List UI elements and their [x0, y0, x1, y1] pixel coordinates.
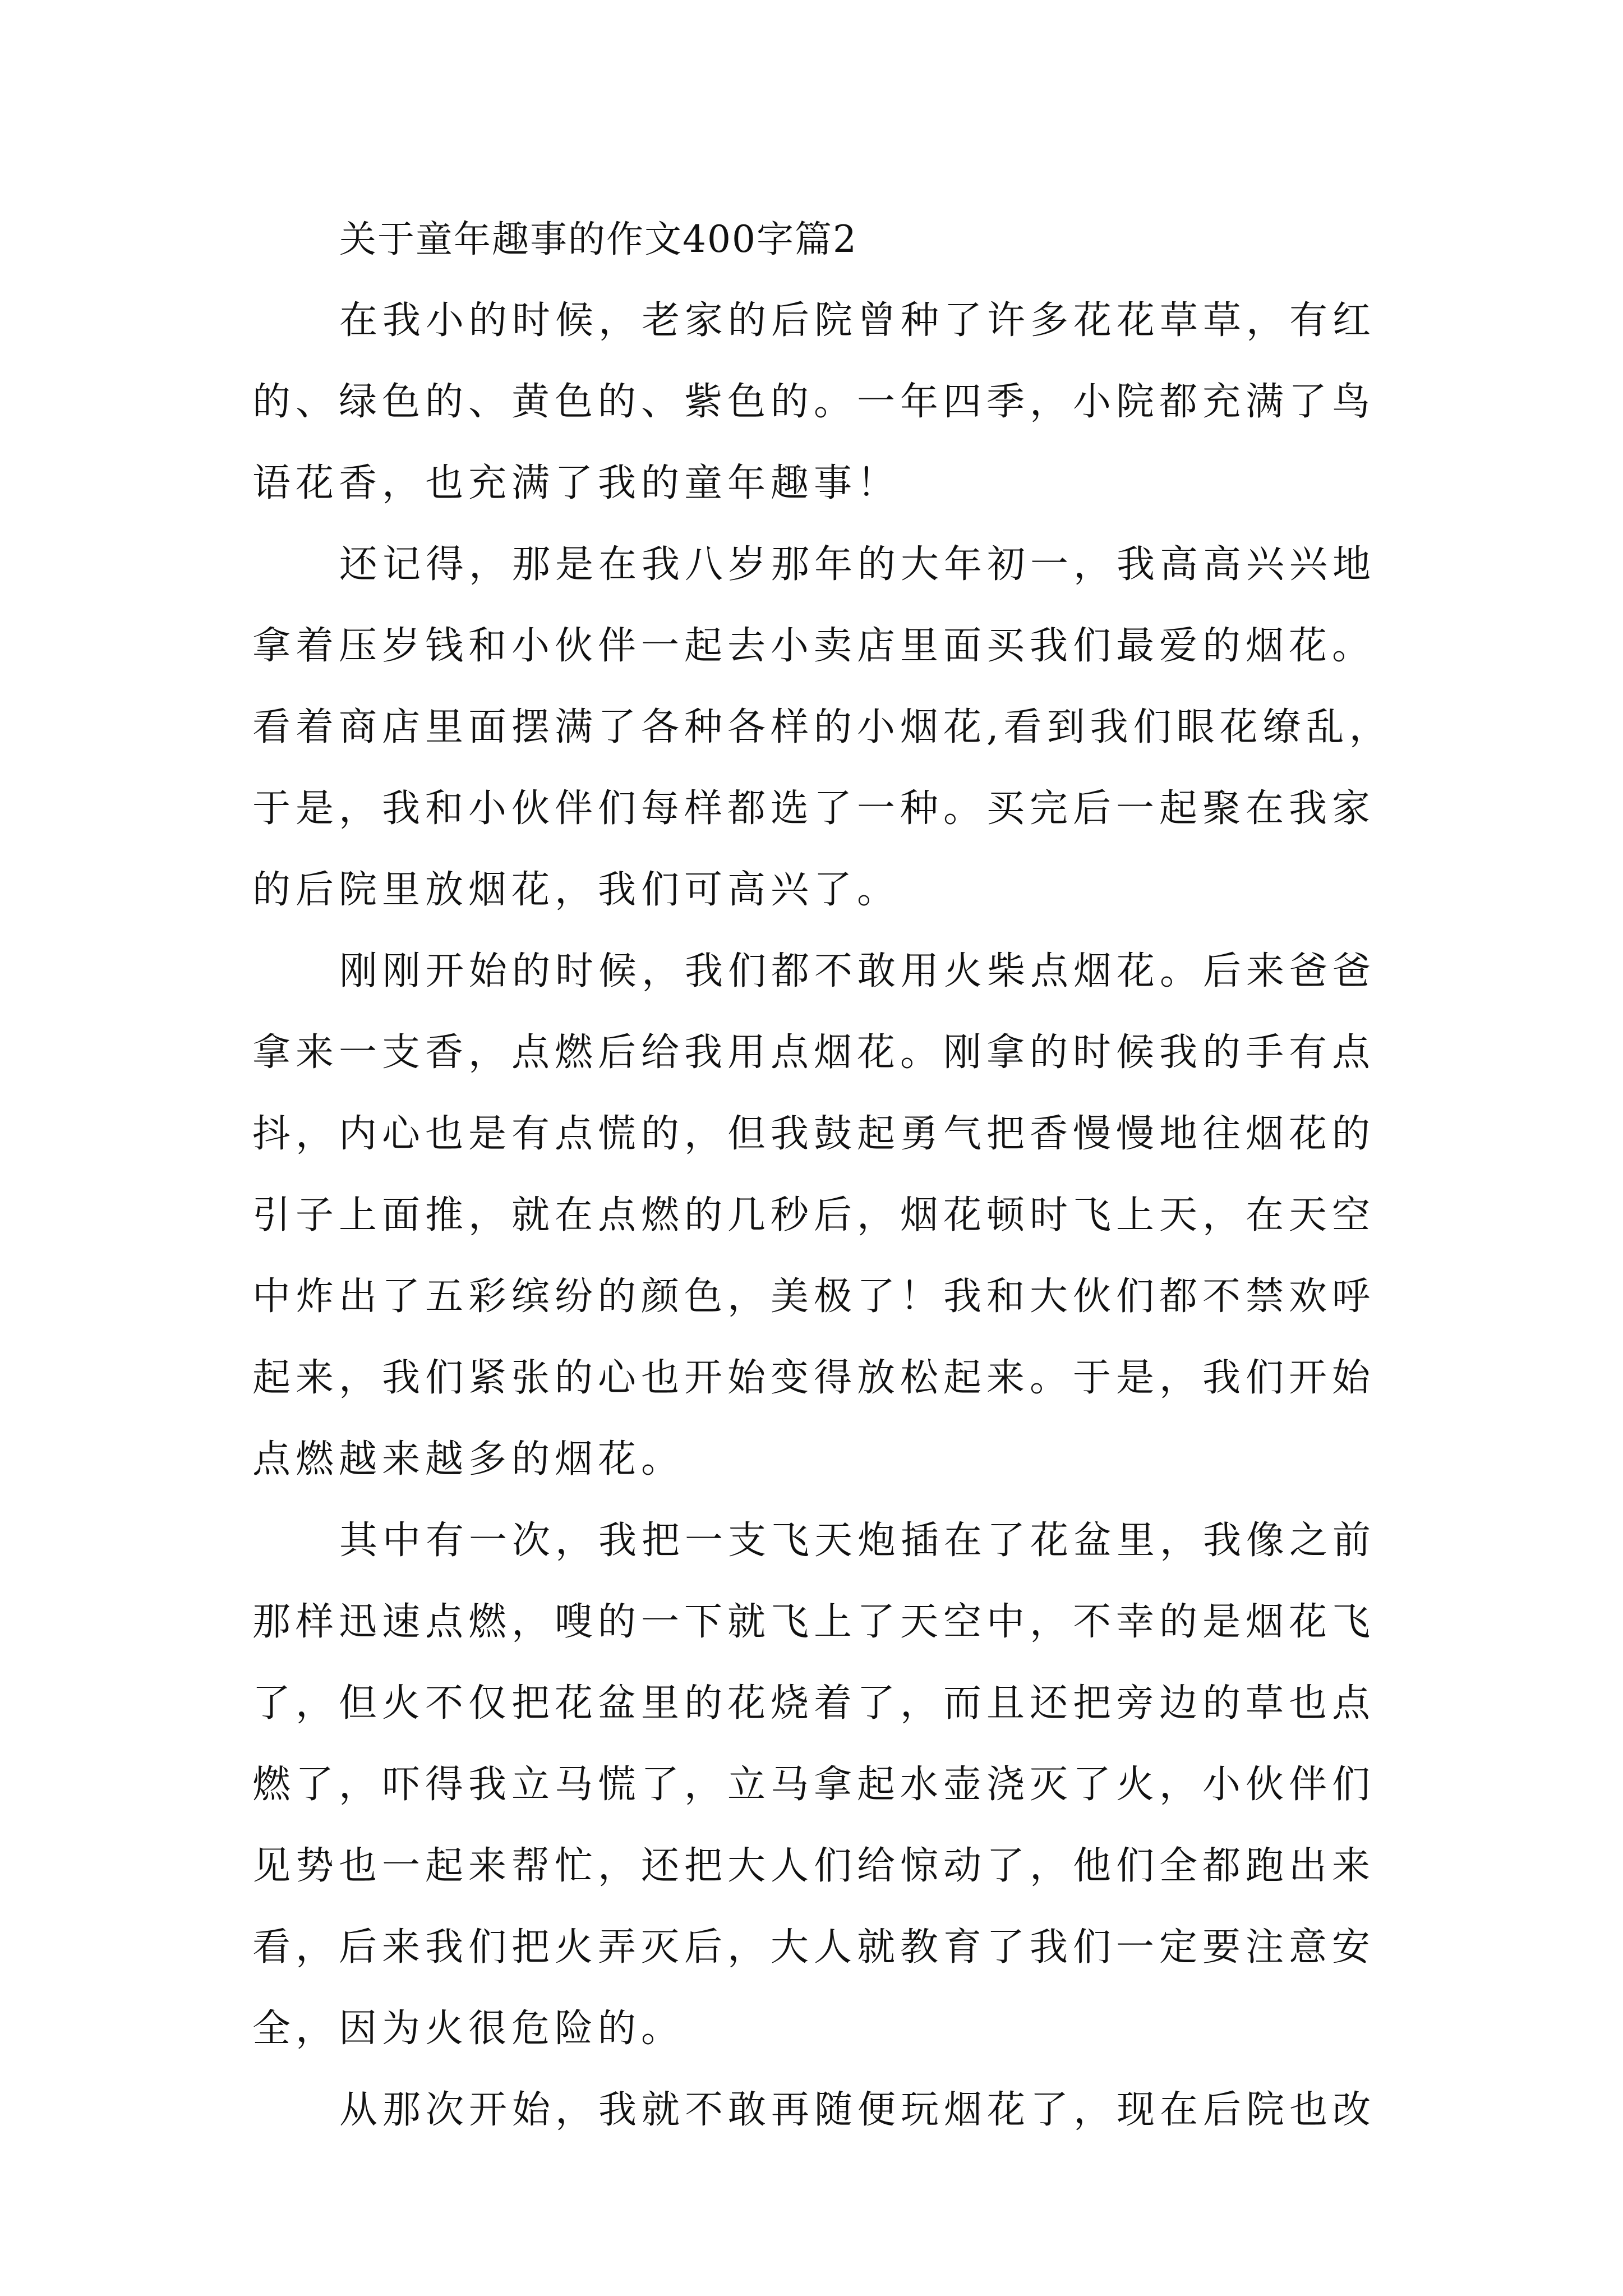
paragraph-1-line-2: 的、绿色的、黄色的、紫色的。一年四季，小院都充满了鸟: [252, 380, 1376, 424]
paragraph-3-line-4: 引子上面推，就在点燃的几秒后，烟花顿时飞上天，在天空: [252, 1193, 1376, 1237]
paragraph-4-line-2: 那样迅速点燃，嗖的一下就飞上了天空中，不幸的是烟花飞: [252, 1600, 1376, 1644]
paragraph-3-line-7: 点燃越来越多的烟花。: [252, 1437, 685, 1481]
paragraph-3-line-6: 起来，我们紧张的心也开始变得放松起来。于是，我们开始: [252, 1356, 1376, 1400]
paragraph-2-line-3: 看着商店里面摆满了各种各样的小烟花,看到我们眼花缭乱，: [252, 705, 1393, 749]
paragraph-1-line-1: 在我小的时候，老家的后院曾种了许多花花草草，有红: [339, 298, 1376, 343]
paragraph-5-line-1: 从那次开始，我就不敢再随便玩烟花了，现在后院也改: [339, 2088, 1376, 2132]
paragraph-3-line-1: 刚刚开始的时候，我们都不敢用火柴点烟花。后来爸爸: [339, 949, 1376, 993]
paragraph-3-line-5: 中炸出了五彩缤纷的颜色，美极了！我和大伙们都不禁欢呼: [252, 1274, 1376, 1319]
paragraph-4-line-4: 燃了，吓得我立马慌了，立马拿起水壶浇灭了火，小伙伴们: [252, 1763, 1376, 1807]
paragraph-2-line-5: 的后院里放烟花，我们可高兴了。: [252, 868, 901, 912]
document-title: 关于童年趣事的作文400字篇2: [339, 218, 857, 261]
paragraph-2-line-1: 还记得，那是在我八岁那年的大年初一，我高高兴兴地: [339, 542, 1376, 587]
paragraph-3-line-3: 抖，内心也是有点慌的，但我鼓起勇气把香慢慢地往烟花的: [252, 1112, 1376, 1156]
paragraph-3-line-2: 拿来一支香，点燃后给我用点烟花。刚拿的时候我的手有点: [252, 1030, 1376, 1075]
paragraph-2-line-4: 于是，我和小伙伴们每样都选了一种。买完后一起聚在我家: [252, 786, 1376, 831]
paragraph-2-line-2: 拿着压岁钱和小伙伴一起去小卖店里面买我们最爱的烟花。: [252, 624, 1376, 668]
paragraph-4-line-3: 了，但火不仅把花盆里的花烧着了，而且还把旁边的草也点: [252, 1681, 1376, 1726]
paragraph-4-line-6: 看，后来我们把火弄灭后，大人就教育了我们一定要注意安: [252, 1925, 1376, 1970]
paragraph-4-line-1: 其中有一次，我把一支飞天炮插在了花盆里，我像之前: [339, 1519, 1376, 1563]
paragraph-4-line-7: 全，因为火很危险的。: [252, 2007, 685, 2051]
paragraph-1-line-3: 语花香，也充满了我的童年趣事！: [252, 461, 901, 505]
paragraph-4-line-5: 见势也一起来帮忙，还把大人们给惊动了，他们全都跑出来: [252, 1844, 1376, 1888]
